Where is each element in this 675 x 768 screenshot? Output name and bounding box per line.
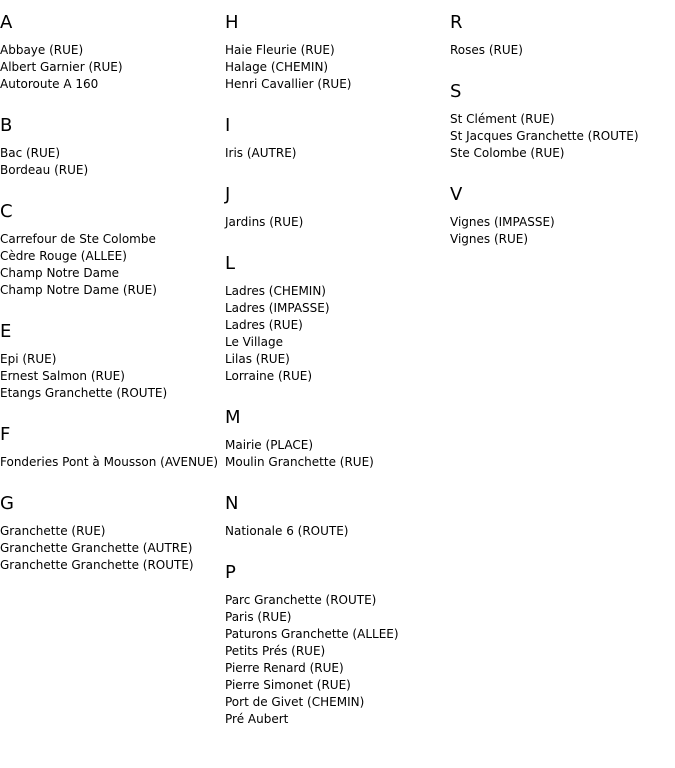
street-item[interactable]: Champ Notre Dame — [0, 266, 120, 280]
street-item[interactable]: Pierre Renard (RUE) — [225, 661, 344, 675]
street-item[interactable]: Pré Aubert — [225, 712, 289, 726]
street-item[interactable]: Ernest Salmon (RUE) — [0, 369, 125, 383]
letter-heading: M — [225, 407, 241, 428]
index-column-1 — [0, 0, 225, 596]
letter-group — [0, 493, 225, 574]
letter-heading: P — [225, 562, 236, 583]
letter-group — [450, 81, 675, 162]
letter-group — [450, 12, 675, 59]
letter-group — [225, 253, 450, 385]
letter-heading: B — [0, 115, 13, 136]
street-item[interactable]: Cèdre Rouge (ALLEE) — [0, 249, 127, 263]
street-item[interactable]: Bordeau (RUE) — [0, 163, 89, 177]
street-item[interactable]: Ladres (IMPASSE) — [225, 301, 330, 315]
street-item[interactable]: Paris (RUE) — [225, 610, 292, 624]
street-item[interactable]: Champ Notre Dame (RUE) — [0, 283, 157, 297]
letter-heading: F — [0, 424, 11, 445]
street-item[interactable]: Petits Prés (RUE) — [225, 644, 326, 658]
letter-group — [0, 201, 225, 299]
letter-heading: L — [225, 253, 236, 274]
letter-group — [0, 115, 225, 179]
letter-heading: V — [450, 184, 463, 205]
street-item[interactable]: Henri Cavallier (RUE) — [225, 77, 352, 91]
street-item[interactable]: Autoroute A 160 — [0, 77, 99, 91]
street-item[interactable]: Granchette Granchette (ROUTE) — [0, 558, 194, 572]
street-item[interactable]: Haie Fleurie (RUE) — [225, 43, 335, 57]
street-item[interactable]: Carrefour de Ste Colombe — [0, 232, 156, 246]
letter-group — [225, 115, 450, 162]
street-item[interactable]: Ladres (CHEMIN) — [225, 284, 326, 298]
letter-heading: N — [225, 493, 239, 514]
street-list — [450, 214, 675, 248]
street-item[interactable]: Lilas (RUE) — [225, 352, 290, 366]
letter-group — [0, 321, 225, 402]
street-item[interactable]: Granchette (RUE) — [0, 524, 106, 538]
street-list — [225, 283, 450, 385]
letter-heading: S — [450, 81, 462, 102]
street-list — [0, 42, 225, 93]
street-list — [225, 523, 450, 540]
street-item[interactable]: Abbaye (RUE) — [0, 43, 84, 57]
street-list — [225, 214, 450, 231]
street-item[interactable]: Iris (AUTRE) — [225, 146, 297, 160]
street-item[interactable]: Paturons Granchette (ALLEE) — [225, 627, 399, 641]
letter-group — [225, 12, 450, 93]
street-item[interactable]: Granchette Granchette (AUTRE) — [0, 541, 193, 555]
street-list — [0, 145, 225, 179]
street-item[interactable]: Lorraine (RUE) — [225, 369, 313, 383]
letter-heading: J — [225, 184, 231, 205]
street-list — [0, 231, 225, 299]
street-item[interactable]: Fonderies Pont à Mousson (AVENUE) — [0, 455, 219, 469]
street-item[interactable]: Le Village — [225, 335, 283, 349]
street-item[interactable]: Moulin Granchette (RUE) — [225, 455, 374, 469]
letter-group — [0, 12, 225, 93]
street-list — [225, 592, 450, 728]
letter-group — [225, 407, 450, 471]
street-item[interactable]: Etangs Granchette (ROUTE) — [0, 386, 168, 400]
letter-heading: E — [0, 321, 12, 342]
street-item[interactable]: Port de Givet (CHEMIN) — [225, 695, 365, 709]
letter-heading: R — [450, 12, 463, 33]
street-item[interactable]: Roses (RUE) — [450, 43, 523, 57]
street-item[interactable]: Parc Granchette (ROUTE) — [225, 593, 377, 607]
letter-heading: H — [225, 12, 239, 33]
street-list — [225, 437, 450, 471]
letter-heading: A — [0, 12, 13, 33]
street-list — [450, 42, 675, 59]
letter-group — [450, 184, 675, 248]
letter-heading: C — [0, 201, 13, 222]
street-item[interactable]: Albert Garnier (RUE) — [0, 60, 123, 74]
letter-group — [225, 562, 450, 728]
letter-heading: I — [225, 115, 231, 136]
letter-group — [0, 424, 225, 471]
street-item[interactable]: Epi (RUE) — [0, 352, 57, 366]
street-item[interactable]: Pierre Simonet (RUE) — [225, 678, 351, 692]
street-item[interactable]: St Jacques Granchette (ROUTE) — [450, 129, 639, 143]
street-item[interactable]: St Clément (RUE) — [450, 112, 555, 126]
street-item[interactable]: Ste Colombe (RUE) — [450, 146, 565, 160]
street-item[interactable]: Ladres (RUE) — [225, 318, 303, 332]
street-item[interactable]: Jardins (RUE) — [225, 215, 304, 229]
letter-heading: G — [0, 493, 14, 514]
street-item[interactable]: Nationale 6 (ROUTE) — [225, 524, 349, 538]
street-item[interactable]: Vignes (IMPASSE) — [450, 215, 555, 229]
street-list — [0, 454, 225, 471]
street-item[interactable]: Halage (CHEMIN) — [225, 60, 329, 74]
letter-group — [225, 184, 450, 231]
street-list — [450, 111, 675, 162]
street-item[interactable]: Mairie (PLACE) — [225, 438, 314, 452]
letter-group — [225, 493, 450, 540]
street-item[interactable]: Vignes (RUE) — [450, 232, 529, 246]
street-list — [0, 523, 225, 574]
street-list — [0, 351, 225, 402]
street-item[interactable]: Bac (RUE) — [0, 146, 61, 160]
street-list — [225, 145, 450, 162]
street-list — [225, 42, 450, 93]
index-column-2 — [225, 0, 450, 750]
index-column-3 — [450, 0, 675, 270]
